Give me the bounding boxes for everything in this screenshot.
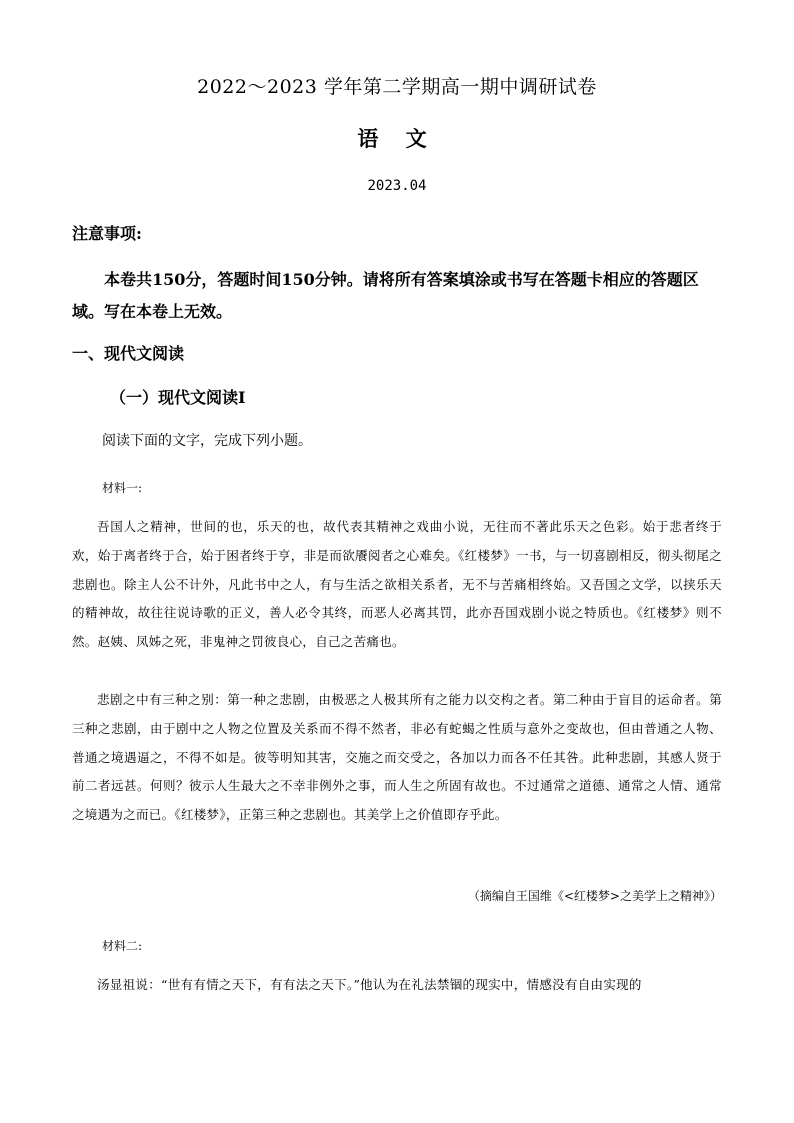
material-1-label: 材料一: [102,481,143,495]
exam-title: 2022～2023 学年第二学期高一期中调研试卷 [197,76,597,98]
subject-title: 语 文 [357,126,437,151]
material-2-paragraph-1: 汤显祖说：“世有有情之天下，有有法之天下。”他认为在礼法禁锢的现实中，情感没有自由实现的 [97,977,642,992]
material-1-paragraph-2: 悲剧之中有三种之别：第一种之悲剧，由极恶之人极其所有之能力以交构之者。第二种由于盲目的运命者。第三种之悲剧，由于剧中之人物之位置及关系而不得不然者，非必有蛇蝎之性质与意外之变故也，但由普通之人物、普通之境遇逼之，不得不如是。彼等明知其害，交施之而交受之，各加以力而各不任其咎。此种悲剧，其感人贤于前二者远甚。何则？彼示人生最大之不幸非例外之事，而人生之所固有故也。不过通常之道德、通常之人情、通常之境遇为之而已。《红楼梦》，正第三种之悲剧也。其美学上之价值即存乎此。 [72,692,722,823]
notice-heading: 注意事项: [72,224,142,243]
material-2-label: 材料二: [102,939,143,953]
section-heading: 一、现代文阅读 [72,344,185,363]
notice-body: 本卷共150分，答题时间150分钟。请将所有答案填涂或书写在答题卡相应的答题区域。写在本卷上无效。 [72,270,699,321]
reading-instruction: 阅读下面的文字，完成下列小题。 [102,433,312,449]
material-1-paragraph-1: 吾国人之精神，世间的也，乐天的也，故代表其精神之戏曲小说，无往而不著此乐天之色彩。始于悲者终于欢，始于离者终于合，始于困者终于亨，非是而欲餍阅者之心难矣。《红楼梦》一书，与一切喜剧相反，彻头彻尾之悲剧也。除主人公不计外，凡此书中之人，有与生活之欲相关系者，无不与苦痛相终始。又吾国之文学，以挟乐天的精神故，故往往说诗歌的正义，善人必令其终，而恶人必离其罚，此亦吾国戏剧小说之特质也。《红楼梦》则不然。赵姨、凤姊之死，非鬼神之罚彼良心，自己之苦痛也。 [72,519,722,650]
material-1-source: （摘编自王国维《<红楼梦>之美学上之精神》） [467,889,722,903]
subsection-heading: （一）现代文阅读Ⅰ [110,388,246,407]
exam-date: 2023.04 [367,178,427,194]
